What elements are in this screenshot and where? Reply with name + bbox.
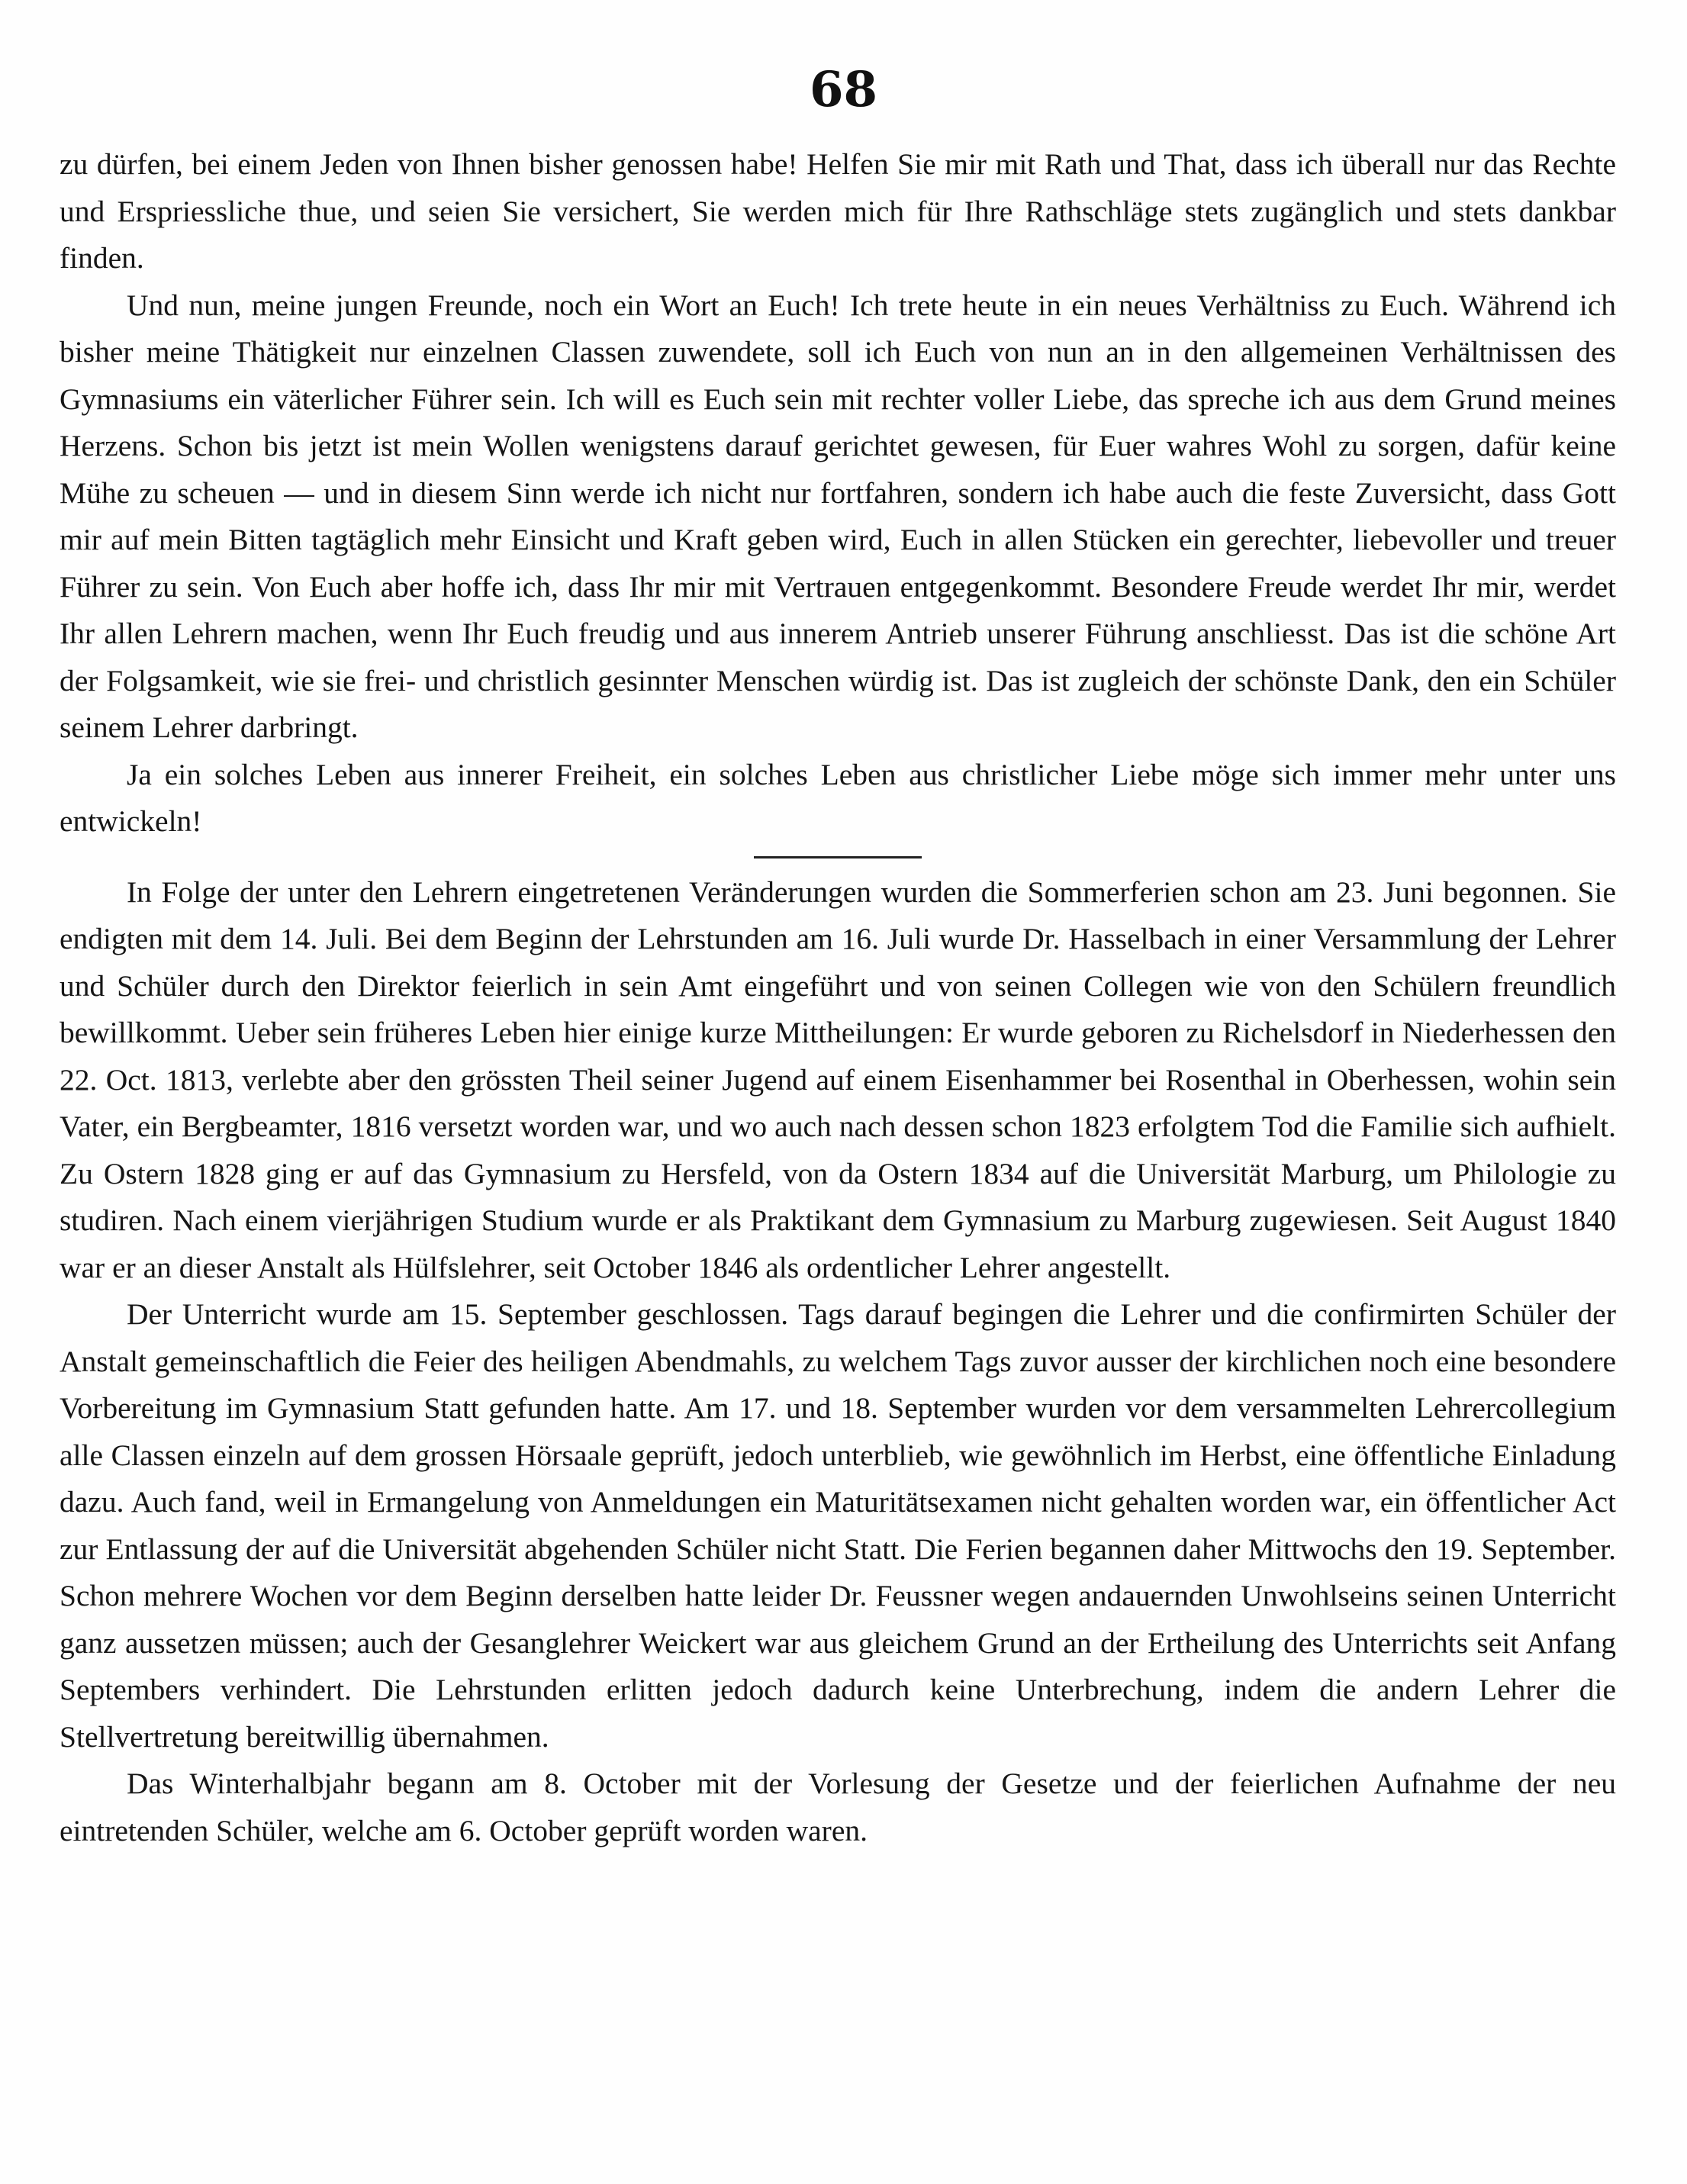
section-divider <box>754 856 922 858</box>
paragraph-end-of-term: Der Unterricht wurde am 15. September geschlossen. Tags darauf begingen die Lehrer und die confirmirten Schüler der Anstalt gemeinschaftlich die Feier des heiligen Abendmahls, zu welchem Tags zuvor ausser der kirchlichen noch eine besondere Vorbereitung im Gymnasium Statt gefunden hatte. Am 17. und 18. September wurden vor dem versammelten Lehrercollegium alle Classen einzeln auf dem grossen Hörsaale geprüft, jedoch unterblieb, wie gewöhnlich im Herbst, eine öffentliche Einladung dazu. Auch fand, weil in Ermangelung von Anmeldungen ein Maturitätsexamen nicht gehalten worden war, ein öffentlicher Act zur Entlassung der auf die Universität abgehenden Schüler nicht Statt. Die Ferien begannen daher Mittwochs den 19. September. Schon mehrere Wochen vor dem Beginn derselben hatte leider Dr. Feussner wegen andauernden Unwohlseins seinen Unterricht ganz aussetzen müssen; auch der Gesanglehrer Weickert war aus gleichem Grund an der Ertheilung des Unterrichts seit Anfang Septembers verhindert. Die Lehrstunden erlitten jedoch dadurch keine Unterbrechung, indem die andern Lehrer die Stellvertretung bereitwillig übernahmen. <box>60 1297 1616 1754</box>
paragraph-address-to-students: Und nun, meine jungen Freunde, noch ein Wort an Euch! Ich trete heute in ein neues Verhältniss zu Euch. Während ich bisher meine Thätigkeit nur einzelnen Classen zuwendete, soll ich Euch von nun an in den allgemeinen Verhältnissen des Gymnasiums ein väterlicher Führer sein. Ich will es Euch sein mit rechter voller Liebe, das spreche ich aus dem Grund meines Herzens. Schon bis jetzt ist mein Wollen wenigstens darauf gerichtet gewesen, für Euer wahres Wohl zu sorgen, dafür keine Mühe zu scheuen — und in diesem Sinn werde ich nicht nur fortfahren, sondern ich habe auch die feste Zuversicht, dass Gott mir auf mein Bitten tagtäglich mehr Einsicht und Kraft geben wird, Euch in allen Stücken ein gerechter, liebevoller und treuer Führer zu sein. Von Euch aber hoffe ich, dass Ihr mir mit Vertrauen entgegenkommt. Besondere Freude werdet Ihr mir, werdet Ihr allen Lehrern machen, wenn Ihr Euch freudig und aus innerem Antrieb unserer Führung anschliesst. Das ist die schöne Art der Folgsamkeit, wie sie frei- und christlich gesinnter Menschen würdig ist. Das ist zugleich der schönste Dank, den ein Schüler seinem Lehrer darbringt. <box>60 288 1616 744</box>
paragraph-closing-wish: Ja ein solches Leben aus innerer Freiheit, ein solches Leben aus christlicher Liebe möge sich immer mehr unter uns entwickeln! <box>60 757 1616 838</box>
paragraph-summer-holidays: In Folge der unter den Lehrern eingetretenen Veränderungen wurden die Sommerferien schon am 23. Juni begonnen. Sie endigten mit dem 14. Juli. Bei dem Beginn der Lehrstunden am 16. Juli wurde Dr. Hasselbach in einer Versammlung der Lehrer und Schüler durch den Direktor feierlich in sein Amt eingeführt und von seinen Collegen wie von den Schülern freundlich bewillkommt. Ueber sein früheres Leben hier einige kurze Mittheilungen: Er wurde geboren zu Richelsdorf in Niederhessen den 22. Oct. 1813, verlebte aber den grössten Theil seiner Jugend auf einem Eisenhammer bei Rosenthal in Oberhessen, wohin sein Vater, ein Bergbeamter, 1816 versetzt worden war, und wo auch nach dessen schon 1823 erfolgtem Tod die Familie sich aufhielt. Zu Ostern 1828 ging er auf das Gymnasium zu Hersfeld, von da Ostern 1834 auf die Universität Marburg, um Philologie zu studiren. Nach einem vierjährigen Studium wurde er als Praktikant dem Gymnasium zu Marburg zugewiesen. Seit August 1840 war er an dieser Anstalt als Hülfslehrer, seit October 1846 als ordentlicher Lehrer angestellt. <box>60 875 1616 1284</box>
paragraph-continuation: zu dürfen, bei einem Jeden von Ihnen bisher genossen habe! Helfen Sie mir mit Rath und That, dass ich überall nur das Rechte und Erspriessliche thue, und seien Sie versichert, Sie werden mich für Ihre Rathschläge stets zugänglich und stets dankbar finden. <box>60 147 1616 275</box>
paragraph-winter-term: Das Winterhalbjahr begann am 8. October mit der Vorlesung der Gesetze und der feierlichen Aufnahme der neu eintretenden Schüler, welche am 6. October geprüft worden waren. <box>60 1767 1616 1847</box>
body-text <box>60 141 1616 1854</box>
page-number: 68 <box>809 61 878 118</box>
